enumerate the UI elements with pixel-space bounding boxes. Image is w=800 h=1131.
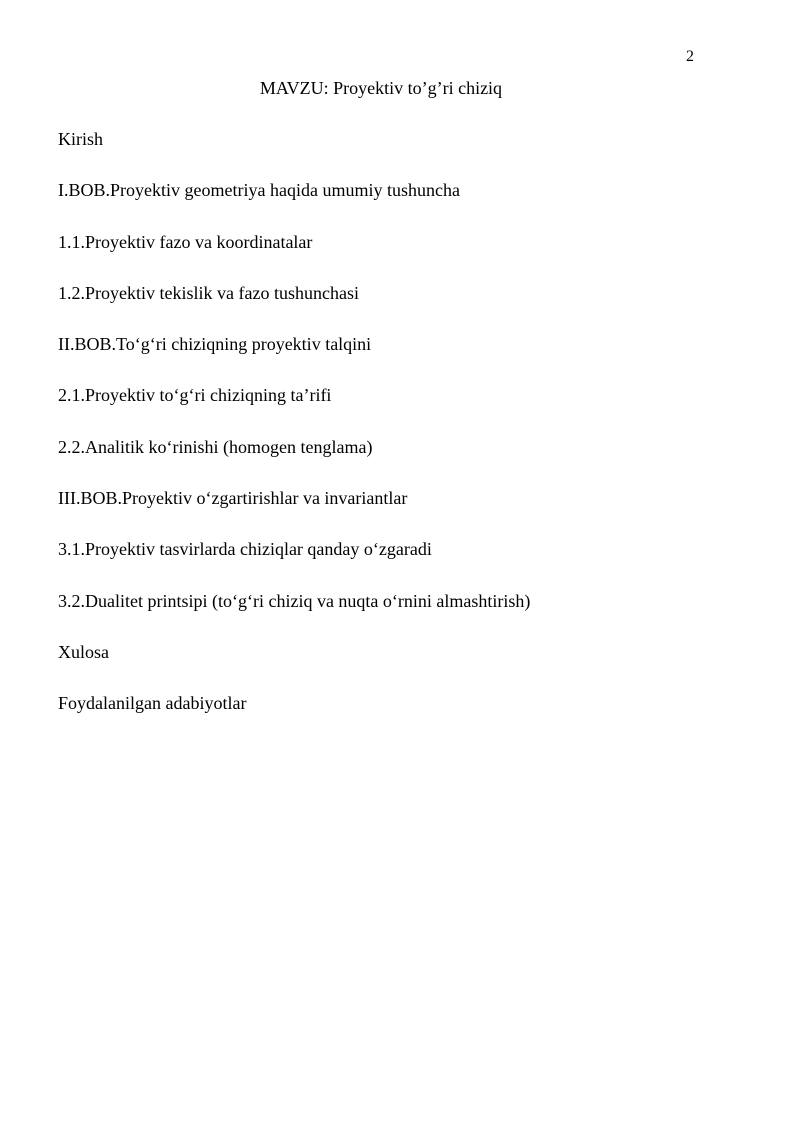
toc-item-references: Foydalanilgan adabiyotlar <box>58 693 247 714</box>
toc-item-introduction: Kirish <box>58 129 103 149</box>
toc-item-section-2-1: 2.1.Proyektiv to‘g‘ri chiziqning ta’rifi <box>58 385 332 406</box>
toc-item-section-3-1: 3.1.Proyektiv tasvirlarda chiziqlar qanday o‘zgaradi <box>58 539 432 560</box>
toc-item-section-1-2: 1.2.Proyektiv tekislik va fazo tushunchasi <box>58 282 359 303</box>
toc-item-chapter-2: II.BOB.To‘g‘ri chiziqning proyektiv talqini <box>58 334 372 355</box>
toc-item-section-2-2: 2.2.Analitik ko‘rinishi (homogen tenglama) <box>58 436 373 457</box>
page-number: 2 <box>686 48 694 65</box>
page-title: MAVZU: Proyektiv to’g’ri chiziq <box>259 78 503 98</box>
table-of-contents <box>58 128 738 744</box>
toc-item-chapter-1: I.BOB.Proyektiv geometriya haqida umumiy tushuncha <box>58 180 460 201</box>
toc-item-conclusion: Xulosa <box>58 641 109 662</box>
toc-item-section-3-2: 3.2.Dualitet printsipi (to‘g‘ri chiziq va nuqta o‘rnini almashtirish) <box>58 590 531 611</box>
toc-item-section-1-1: 1.1.Proyektiv fazo va koordinatalar <box>58 231 313 252</box>
toc-item-chapter-3: III.BOB.Proyektiv o‘zgartirishlar va invariantlar <box>58 488 408 509</box>
